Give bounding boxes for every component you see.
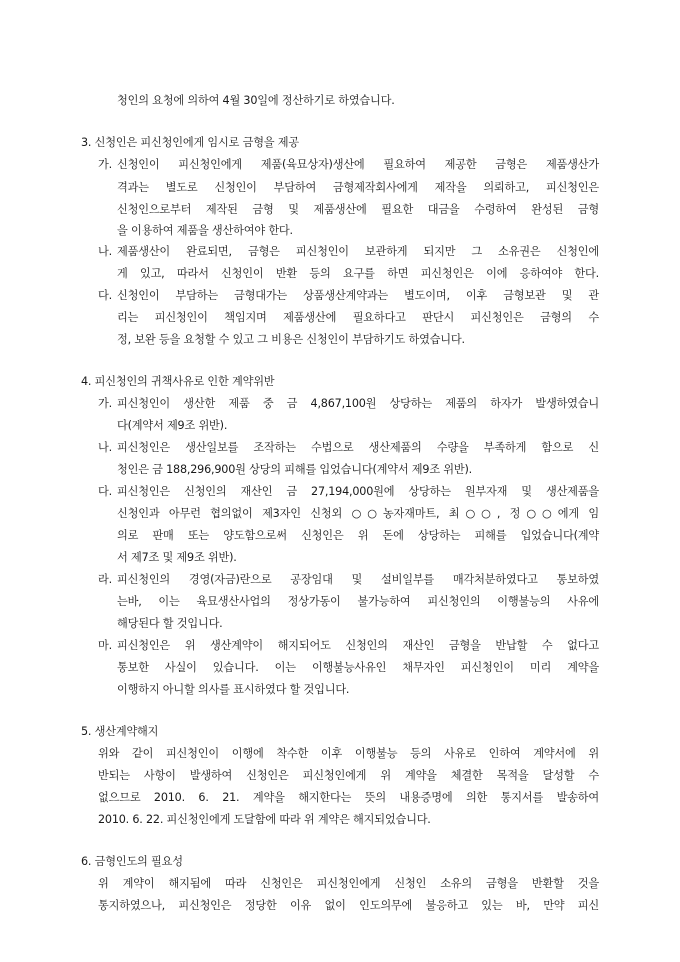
section-3-item-da-marker: 다. xyxy=(98,289,112,302)
section-4-item-ra-line: 는바, 이는 육묘생산사업의 정상가동이 불가능하여 피신청인의 이행불능의 사유에 xyxy=(117,595,599,608)
section-4-title: 4. 피신청인의 귀책사유로 인한 계약위반 xyxy=(81,375,275,388)
section-4-item-ra-line: 해당된다 할 것입니다. xyxy=(117,617,223,630)
section-3-item-ga-line: 신청인이 피신청인에게 제품(육묘상자)생산에 필요하여 제공한 금형은 제품생산가 xyxy=(117,158,599,171)
section-5-line: 위와 같이 피신청인이 이행에 착수한 이후 이행불능 등의 사유로 인하여 계약서에 위 xyxy=(98,747,599,760)
section-4-item-ma-line: 통보한 사실이 있습니다. 이는 이행불능사유인 채무자인 피신청인이 미리 계약을 xyxy=(117,661,599,674)
section-4-item-da-line: 의로 판매 또는 양도함으로써 신청인은 위 돈에 상당하는 피해를 입었습니다(계약 xyxy=(117,529,599,542)
section-4-item-ma-line: 피신청인은 위 생산계약이 해지되어도 신청인의 재산인 금형을 반납할 수 없다고 xyxy=(117,639,599,652)
section-6-title: 6. 금형인도의 필요성 xyxy=(81,855,183,868)
section-4-item-ra-marker: 라. xyxy=(98,573,112,586)
section-4-item-da-line: 신청인과 아무런 협의없이 제3자인 신청외 ○○농자재마트, 최○○, 정○○에게 임 xyxy=(117,507,599,520)
section-4-item-na-line: 청인은 금 188,296,900원 상당의 피해를 입었습니다(계약서 제9조 위반). xyxy=(117,463,473,476)
section-5-line: 2010. 6. 22. 피신청인에게 도달함에 따라 위 계약은 해지되었습니다. xyxy=(98,813,431,826)
section-4-item-ga-marker: 가. xyxy=(98,397,112,410)
section-3-title: 3. 신청인은 피신청인에게 임시로 금형을 제공 xyxy=(81,136,299,149)
section-3-item-ga-line: 신청인으로부터 제작된 금형 및 제품생산에 필요한 대금을 수령하여 완성된 금형 xyxy=(117,203,599,216)
section-3-item-na-marker: 나. xyxy=(98,245,112,258)
section-6-line: 통지하였으나, 피신청인은 정당한 이유 없이 인도의무에 불응하고 있는 바, 만약 피신 xyxy=(98,899,599,912)
section-4-item-na-marker: 나. xyxy=(98,441,112,454)
section-4-item-ra-line: 피신청인의 경영(자금)란으로 공장임대 및 설비일부를 매각처분하였다고 통보하였 xyxy=(117,573,599,586)
section-4-item-na-line: 피신청인은 생산일보를 조작하는 수법으로 생산제품의 수량을 부족하게 함으로 신 xyxy=(117,441,599,454)
section-3-item-ga-line: 을 이용하여 제품을 생산하여야 한다. xyxy=(117,224,293,237)
section-4-item-da-line: 피신청인은 신청인의 재산인 금 27,194,000원에 상당하는 원부자재 및 생산제품을 xyxy=(117,485,599,498)
section-3-item-na-line: 게 있고, 따라서 신청인이 반환 등의 요구를 하면 피신청인은 이에 응하여야 한다. xyxy=(117,267,599,280)
section-5-line: 없으므로 2010. 6. 21. 계약을 해지한다는 뜻의 내용증명에 의한 통지서를 발송하여 xyxy=(98,791,599,804)
section-3-item-ga-marker: 가. xyxy=(98,158,112,171)
section-4-item-da-line: 서 제7조 및 제9조 위반). xyxy=(117,551,237,564)
section-4-item-ma-line: 이행하지 아니할 의사를 표시하였다 할 것입니다. xyxy=(117,683,350,696)
section-3-item-na-line: 제품생산이 완료되면, 금형은 피신청인이 보관하게 되지만 그 소유권은 신청인에 xyxy=(117,245,599,258)
section-5-line: 반되는 사항이 발생하여 신청인은 피신청인에게 위 계약을 체결한 목적을 달성할 수 xyxy=(98,769,599,782)
section-6-line: 위 계약이 해지됨에 따라 신청인은 피신청인에게 신청인 소유의 금형을 반환할 것을 xyxy=(98,877,599,890)
continuation-line: 청인의 요청에 의하여 4월 30일에 정산하기로 하였습니다. xyxy=(117,94,395,107)
section-3-item-da-line: 정, 보완 등을 요청할 수 있고 그 비용은 신청인이 부담하기도 하였습니다. xyxy=(117,333,465,346)
section-4-item-ga-line: 다(계약서 제9조 위반). xyxy=(117,419,228,432)
section-3-item-ga-line: 격과는 별도로 신청인이 부담하여 금형제작회사에게 제작을 의뢰하고, 피신청인은 xyxy=(117,181,599,194)
section-4-item-ma-marker: 마. xyxy=(98,639,112,652)
section-4-item-ga-line: 피신청인이 생산한 제품 중 금 4,867,100원 상당하는 제품의 하자가 발생하였습니 xyxy=(117,397,599,410)
section-5-title: 5. 생산계약해지 xyxy=(81,725,159,738)
section-3-item-da-line: 리는 피신청인이 책임지며 제품생산에 필요하다고 판단시 피신청인은 금형의 수 xyxy=(117,311,599,324)
section-3-item-da-line: 신청인이 부담하는 금형대가는 상품생산계약과는 별도이며, 이후 금형보관 및 관 xyxy=(117,289,599,302)
section-4-item-da-marker: 다. xyxy=(98,485,112,498)
